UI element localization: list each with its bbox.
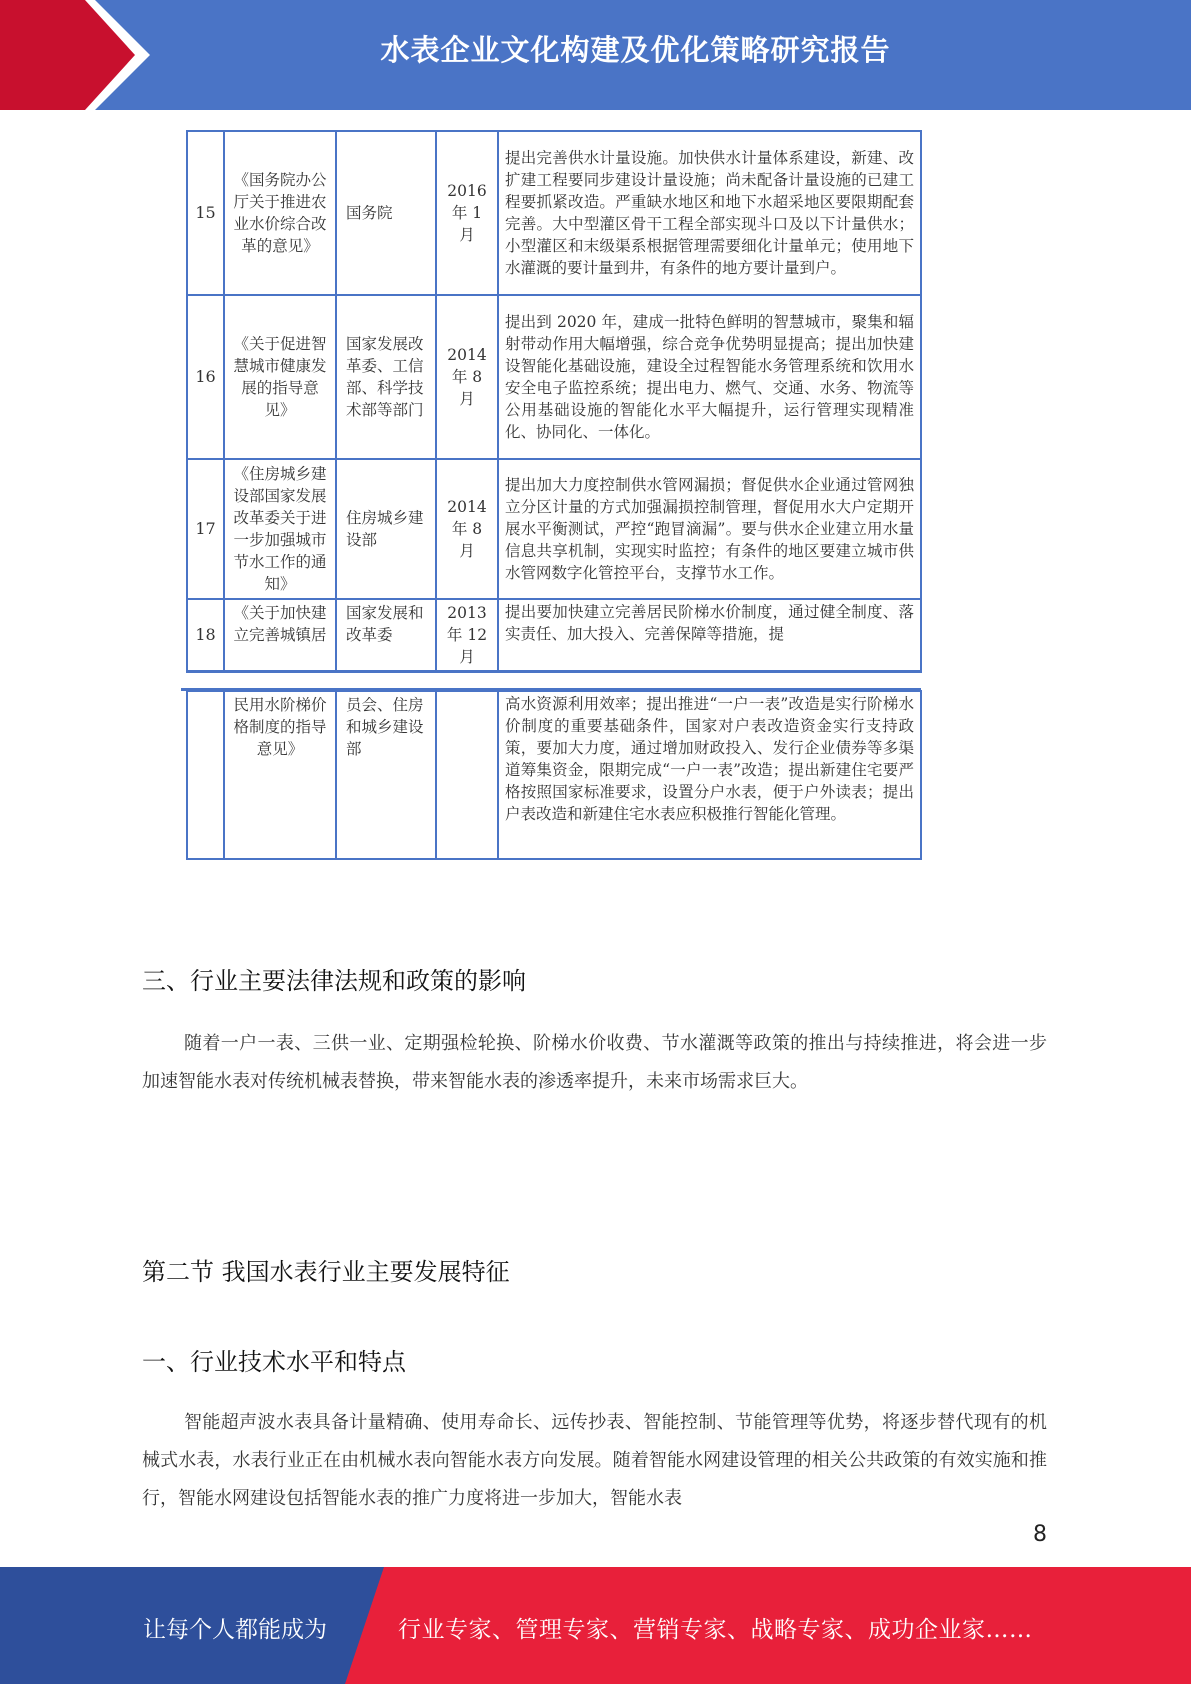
page-number: 8 [1033, 1522, 1047, 1547]
issue-date: 2016 年 1 月 [436, 131, 498, 295]
section-heading: 三、行业主要法律法规和政策的影响 [142, 967, 526, 995]
footer-slogan-left: 让每个人都能成为 [143, 1617, 327, 1643]
issuing-department: 国家发展和改革委 [336, 599, 436, 672]
table-row [187, 459, 921, 599]
row-number: 17 [187, 459, 224, 599]
subsection-heading: 一、行业技术水平和特点 [142, 1348, 406, 1376]
table-row [187, 295, 921, 459]
policy-content: 高水资源利用效率；提出推进“一户一表”改造是实行阶梯水价制度的重要基础条件，国家对户表改造资金实行支持政策，要加大力度，通过增加财政投入、发行企业债券等多渠道筹集资金，限期完成“一户一表”改造；提出新建住宅要严格按照国家标准要求，设置分户水表，便于户外读表；提出户表改造和新建住宅水表应积极推行智能化管理。 [498, 691, 921, 859]
issue-date: 2013 年 12 月 [436, 599, 498, 672]
issuing-department: 国家发展改革委、工信部、科学技术部等部门 [336, 295, 436, 459]
policy-table-part2 [186, 690, 922, 860]
policy-content: 提出要加快建立完善居民阶梯水价制度，通过健全制度、落实责任、加大投入、完善保障等措施，提 [498, 599, 921, 672]
policy-content: 提出加大力度控制供水管网漏损；督促供水企业通过管网独立分区计量的方式加强漏损控制管理，督促用水大户定期开展水平衡测试，严控“跑冒滴漏”。要与供水企业建立用水量信息共享机制，实现实时监控；有条件的地区要建立城市供水管网数字化管控平台，支撑节水工作。 [498, 459, 921, 599]
row-number: 18 [187, 599, 224, 672]
policy-name: 民用水阶梯价格制度的指导意见》 [224, 691, 336, 859]
issuing-department: 住房城乡建设部 [336, 459, 436, 599]
page-header [0, 0, 1191, 110]
page-footer [0, 1567, 1191, 1684]
row-number [187, 691, 224, 859]
policy-table-part1 [186, 130, 922, 673]
table-row [187, 131, 921, 295]
issue-date [436, 691, 498, 859]
row-number: 15 [187, 131, 224, 295]
issue-date: 2014 年 8 月 [436, 295, 498, 459]
section-paragraph: 随着一户一表、三供一业、定期强检轮换、阶梯水价收费、节水灌溉等政策的推出与持续推进，将会进一步加速智能水表对传统机械表替换，带来智能水表的渗透率提升，未来市场需求巨大。 [142, 1033, 1047, 1092]
issuing-department: 员会、住房和城乡建设部 [336, 691, 436, 859]
policy-name: 《住房城乡建设部国家发展改革委关于进一步加强城市节水工作的通知》 [224, 459, 336, 599]
issue-date: 2014 年 8 月 [436, 459, 498, 599]
policy-name: 《关于促进智慧城市健康发展的指导意见》 [224, 295, 336, 459]
header-arrow-decoration [0, 0, 160, 110]
report-title: 水表企业文化构建及优化策略研究报告 [380, 33, 891, 67]
issuing-department: 国务院 [336, 131, 436, 295]
chapter-section-heading: 第二节 我国水表行业主要发展特征 [142, 1258, 510, 1286]
subsection-paragraph: 智能超声波水表具备计量精确、使用寿命长、远传抄表、智能控制、节能管理等优势，将逐步替代现有的机械式水表，水表行业正在由机械水表向智能水表方向发展。随着智能水网建设管理的相关公共政策的有效实施和推行，智能水网建设包括智能水表的推广力度将进一步加大，智能水表 [142, 1412, 1047, 1509]
policy-name: 《关于加快建立完善城镇居 [224, 599, 336, 672]
policy-content: 提出完善供水计量设施。加快供水计量体系建设，新建、改扩建工程要同步建设计量设施；尚未配备计量设施的已建工程要抓紧改造。严重缺水地区和地下水超采地区要限期配套完善。大中型灌区骨干工程全部实现斗口及以下计量供水；小型灌区和末级渠系根据管理需要细化计量单元；使用地下水灌溉的要计量到井，有条件的地方要计量到户。 [498, 131, 921, 295]
row-number: 16 [187, 295, 224, 459]
table-row [187, 691, 921, 859]
policy-content: 提出到 2020 年，建成一批特色鲜明的智慧城市，聚集和辐射带动作用大幅增强，综合竞争优势明显提高；提出加快建设智能化基础设施，建设全过程智能水务管理系统和饮用水安全电子监控系统；提出电力、燃气、交通、水务、物流等公用基础设施的智能化水平大幅提升，运行管理实现精准化、协同化、一体化。 [498, 295, 921, 459]
policy-name: 《国务院办公厅关于推进农业水价综合改革的意见》 [224, 131, 336, 295]
table-row [187, 599, 921, 672]
footer-slogan-right: 行业专家、管理专家、营销专家、战略专家、成功企业家…… [398, 1617, 1033, 1643]
